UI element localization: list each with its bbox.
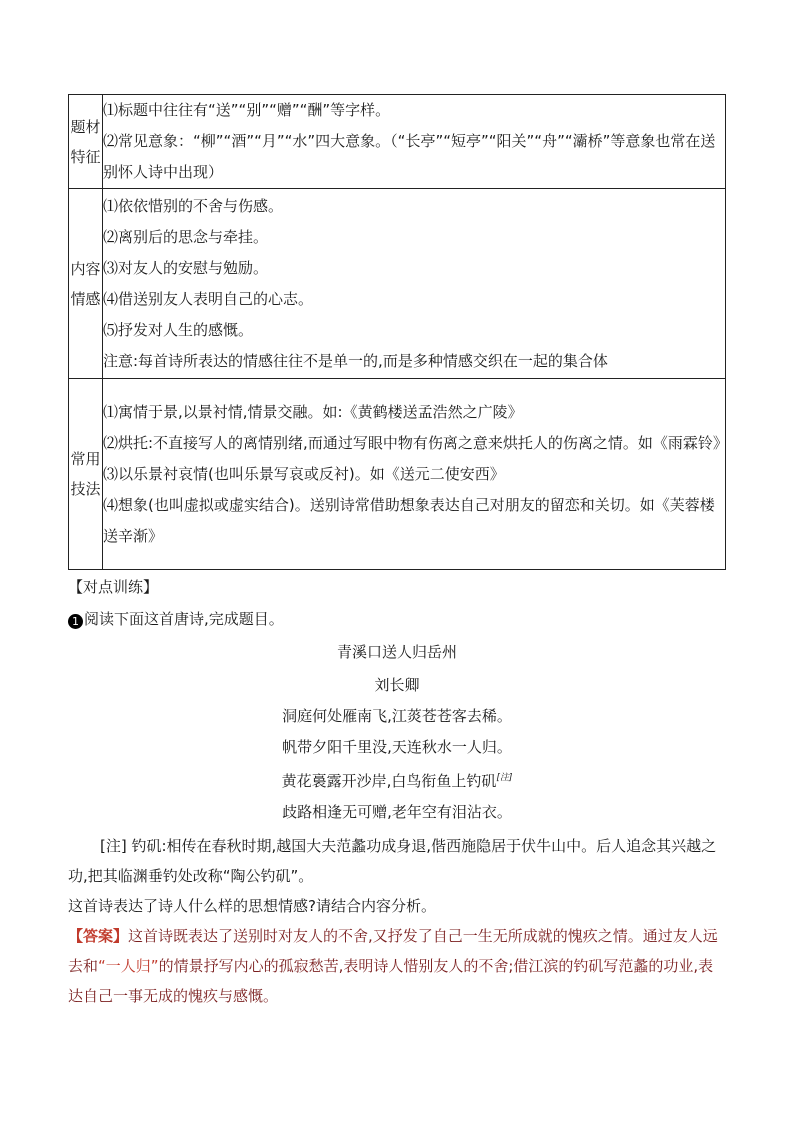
row-content — [103, 189, 726, 379]
answer-block — [68, 921, 726, 1011]
answer-tag: 【答案】 — [68, 927, 129, 945]
poem — [68, 637, 726, 828]
list-item: ⑷想象(也叫虚拟或虚实结合)。送别诗常借助想象表达自己对朋友的留恋和关切。如《芙蓉楼送辛渐》 — [103, 495, 715, 545]
list-item: ⑵烘托:不直接写人的离情别绪,而通过写眼中物有伤离之意来烘托人的伤离之情。如《雨霖铃》 — [103, 433, 728, 452]
answer-quote: “一人归” — [98, 957, 159, 975]
list-item: ⑶以乐景衬哀情(也叫乐景写哀或反衬)。如《送元二使安西》 — [103, 464, 505, 483]
footnote-marker: [注] — [496, 773, 513, 783]
table-row — [69, 189, 726, 379]
poem-line: 歧路相逢无可赠,老年空有泪沾衣。 — [282, 803, 512, 821]
row-label-line: 题材 — [70, 117, 101, 136]
table-row — [69, 379, 726, 570]
question-text: 这首诗表达了诗人什么样的思想情感?请结合内容分析。 — [68, 897, 436, 915]
row-label-line: 技法 — [70, 480, 101, 498]
poem-line: 帆带夕阳千里没,天连秋水一人归。 — [282, 738, 512, 756]
answer-text: 这首诗既表达了送别时对友人的不舍,又抒发了自己一生无所成就的愧疚之情。通过友人远去和 — [68, 927, 718, 975]
list-item: ⑵常见意象：“柳”“酒”“月”“水”四大意象。（“长亭”“短亭”“阳关”“舟”“灞桥”等意象也常在送别怀人诗中出现） — [103, 132, 716, 181]
list-item: ⑸抒发对人生的感慨。 — [103, 320, 254, 339]
exercise-section — [68, 572, 726, 1011]
poem-line-with-note — [68, 763, 726, 797]
row-label — [69, 95, 103, 189]
row-label-line: 特征 — [70, 147, 101, 166]
list-item: ⑴标题中往往有“送”“别”“赠”“酬”等字样。 — [103, 101, 391, 119]
question-intro-text: 阅读下面这首唐诗,完成题目。 — [84, 610, 284, 628]
list-item: ⑴依依惜别的不舍与伤感。 — [103, 196, 284, 215]
row-label-line: 内容 — [70, 259, 101, 278]
row-label-line: 情感 — [70, 289, 101, 308]
answer-text: 的情景抒写内心的孤寂愁苦,表明诗人惜别友人的不舍;借江滨的钓矶写范蠡的功业,表达自己一事无成的愧疚与感慨。 — [68, 957, 714, 1005]
list-item: ⑷借送别友人表明自己的心志。 — [103, 289, 314, 308]
row-label — [69, 189, 103, 379]
row-label-line: 常用 — [70, 450, 101, 468]
poem-author: 刘长卿 — [374, 676, 420, 694]
row-content — [103, 95, 726, 189]
list-item: 注意:每首诗所表达的情感往往不是单一的,而是多种情感交织在一起的集合体 — [103, 351, 608, 370]
poem-note: [注] 钓矶:相传在春秋时期,越国大夫范蠡功成身退,偕西施隐居于伏牛山中。后人追念其兴越之功,把其临渊垂钓处改称“陶公钓矶”。 — [68, 837, 717, 885]
row-content — [103, 379, 726, 570]
list-item: ⑴寓情于景,以景衬情,情景交融。如:《黄鹤楼送孟浩然之广陵》 — [103, 402, 523, 421]
poetry-features-table — [68, 94, 726, 570]
poem-line: 洞庭何处雁南飞,江菼苍苍客去稀。 — [282, 707, 512, 725]
page-body — [68, 94, 726, 1011]
table-row — [69, 95, 726, 189]
list-item: ⑵离别后的思念与牵挂。 — [103, 227, 269, 246]
list-item: ⑶对友人的安慰与勉励。 — [103, 258, 269, 277]
section-title: 【对点训练】 — [68, 578, 159, 596]
poem-line: 黄花裛露开沙岸,白鸟衔鱼上钓矶 — [281, 772, 497, 790]
question-intro — [68, 604, 726, 634]
question-number-badge: 1 — [68, 614, 83, 629]
poem-title: 青溪口送人归岳州 — [336, 643, 457, 661]
row-label — [69, 379, 103, 570]
